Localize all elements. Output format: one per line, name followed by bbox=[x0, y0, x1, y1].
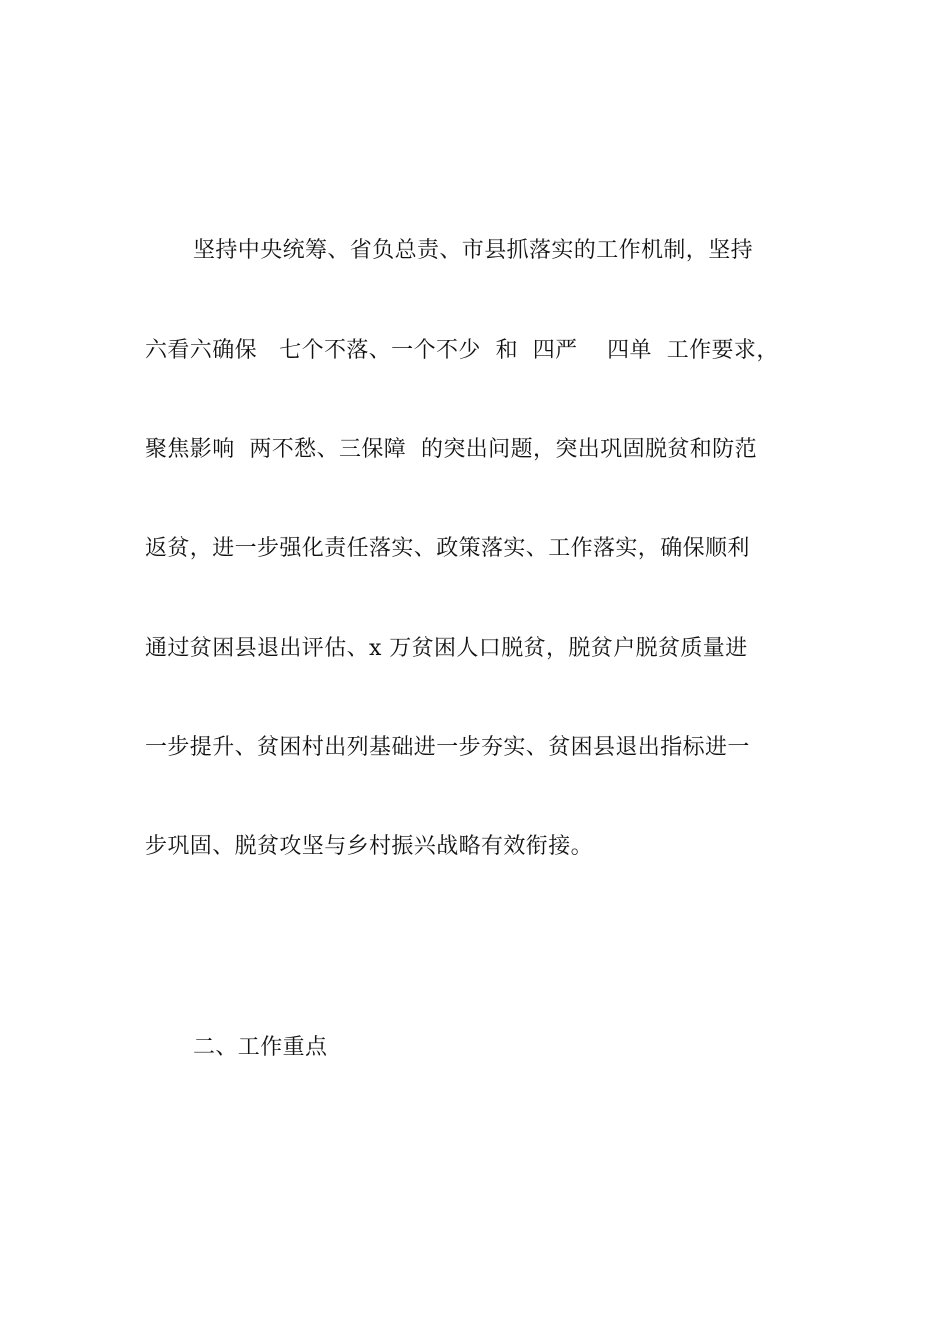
paragraph-line-6: 一步提升、贫困村出列基础进一步夯实、贫困县退出指标进一 bbox=[145, 735, 750, 760]
paragraph-line-2: 六看六确保 七个不落、一个不少 和 四严 四单 工作要求， bbox=[145, 338, 779, 363]
section-heading: 二、工作重点 bbox=[193, 1035, 328, 1060]
paragraph-line-5: 通过贫困县退出评估、x 万贫困人口脱贫，脱贫户脱贫质量进 bbox=[145, 636, 748, 661]
paragraph-line-3: 聚焦影响 两不愁、三保障 的突出问题，突出巩固脱贫和防范 bbox=[145, 437, 757, 462]
paragraph-line-4: 返贫，进一步强化责任落实、政策落实、工作落实，确保顺利 bbox=[145, 536, 750, 561]
paragraph-line-7: 步巩固、脱贫攻坚与乡村振兴战略有效衔接。 bbox=[145, 834, 594, 859]
paragraph-line-1: 坚持中央统筹、省负总责、市县抓落实的工作机制，坚持 bbox=[193, 238, 754, 263]
